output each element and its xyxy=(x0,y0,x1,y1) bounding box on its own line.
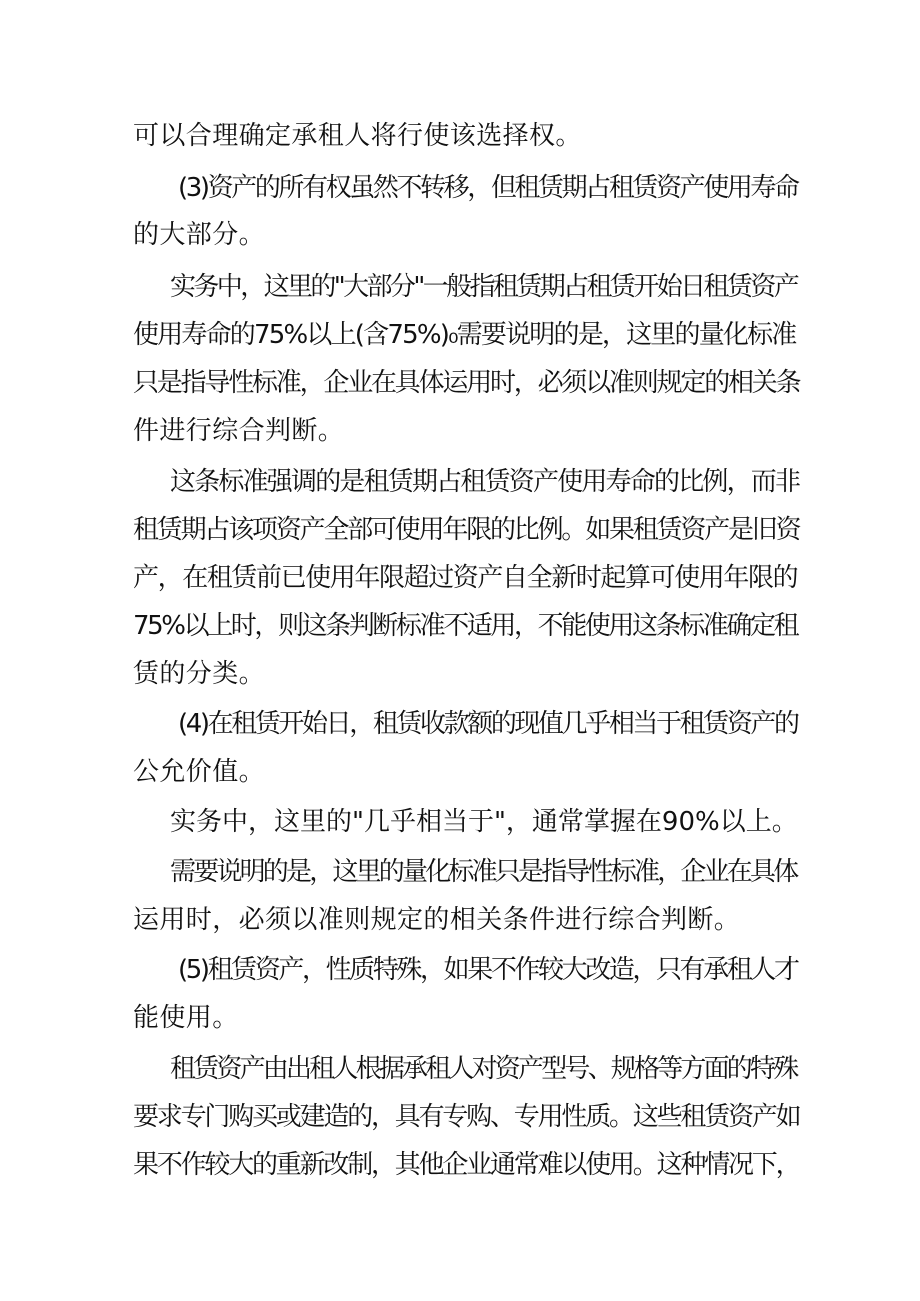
text-line: 租赁期占该项资产全部可使用年限的比例。如果租赁资产是旧资 xyxy=(133,515,800,545)
text-line: 需要说明的是，这里的量化标准只是指导性标准，企业在具体 xyxy=(170,857,797,887)
text-line: 运用时，必须以准则规定的相关条件进行综合判断。 xyxy=(133,905,741,935)
text-line: 果不作较大的重新改制，其他企业通常难以使用。这种情况下， xyxy=(133,1150,800,1180)
text-line: (5)租赁资产，性质特殊，如果不作较大改造，只有承租人才 xyxy=(178,955,798,985)
text-line: (4)在租赁开始日，租赁收款额的现值几乎相当于租赁资产的 xyxy=(178,709,798,739)
text-line: 产，在租赁前已使用年限超过资产自全新时起算可使用年限的 xyxy=(133,563,798,593)
text-line: 可以合理确定承租人将行使该选择权。 xyxy=(133,121,582,151)
text-line: 赁的分类。 xyxy=(133,659,266,689)
text-line: 件进行综合判断。 xyxy=(133,416,345,446)
text-line: (3)资产的所有权虽然不转移，但租赁期占租赁资产使用寿命 xyxy=(178,173,798,203)
text-line: 这条标准强调的是租赁期占租赁资产使用寿命的比例，而非 xyxy=(170,467,800,497)
text-line: 只是指导性标准，企业在具体运用时，必须以准则规定的相关条 xyxy=(133,368,800,398)
text-line: 要求专门购买或建造的，具有专购、专用性质。这些租赁资产如 xyxy=(133,1102,800,1132)
text-line: 使用寿命的75%以上(含75%)₀需要说明的是，这里的量化标准 xyxy=(133,320,796,350)
text-line: 实务中，这里的"大部分"一般指租赁期占租赁开始日租赁资产 xyxy=(170,272,798,302)
text-line: 租赁资产由出租人根据承租人对资产型号、规格等方面的特殊 xyxy=(170,1054,797,1084)
text-line: 公允价值。 xyxy=(133,757,266,787)
text-line: 能使用。 xyxy=(133,1003,239,1033)
text-line: 75%以上时，则这条判断标准不适用，不能使用这条标准确定租 xyxy=(133,611,798,641)
text-line: 的大部分。 xyxy=(133,220,266,250)
text-line: 实务中，这里的"几乎相当于"，通常掌握在90%以上。 xyxy=(170,807,798,837)
